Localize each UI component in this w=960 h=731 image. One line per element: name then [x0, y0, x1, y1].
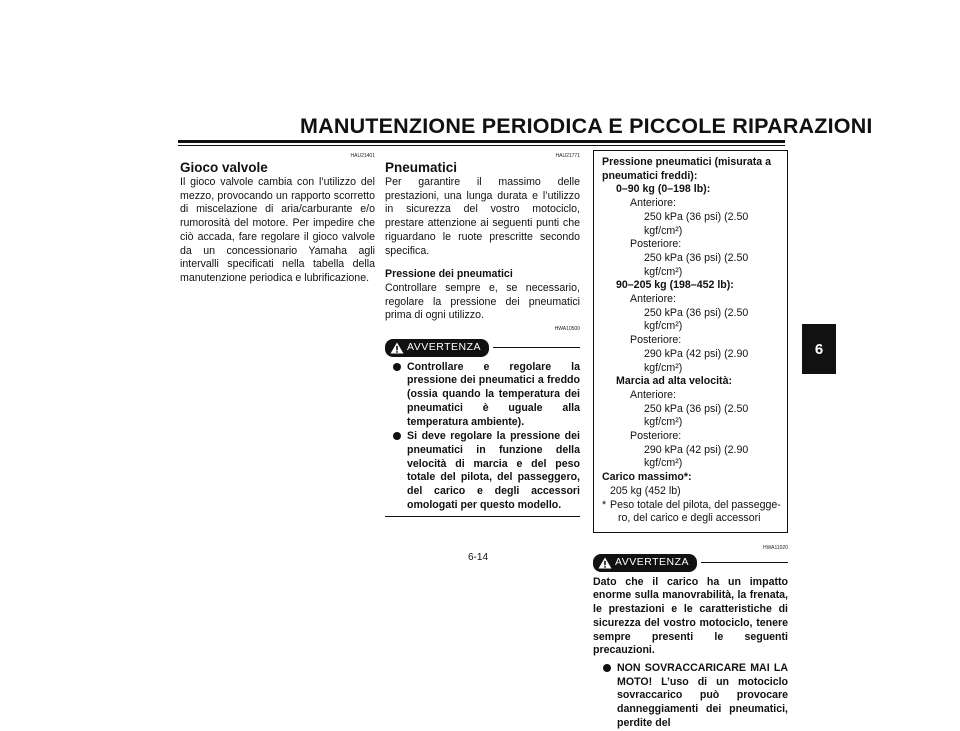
- warning-label: AVVERTENZA: [407, 341, 482, 354]
- reference-code: HAU21401: [350, 153, 375, 159]
- load-range: 0–90 kg (0–198 lb):: [616, 183, 711, 196]
- column-valve-clearance: [180, 150, 375, 286]
- list-item: NON SOVRACCARICARE MAI LA MOTO! L’uso di un motociclo sovraccarico può provocare danneggiamenti dei pneumatici, perdite del: [593, 662, 788, 731]
- footnote-line: Peso totale del pilota, del passegge-: [610, 498, 781, 511]
- warning-rule: [493, 347, 580, 348]
- bullet-icon: [393, 363, 401, 371]
- page-title: MANUTENZIONE PERIODICA E PICCOLE RIPARAZIONI: [300, 114, 873, 138]
- footnote: [602, 499, 781, 526]
- bullet-icon: [603, 664, 611, 672]
- warning-end-rule: [385, 516, 580, 517]
- title-rule: [178, 140, 785, 143]
- max-load-label: Carico massimo*:: [602, 471, 692, 484]
- chapter-tab: 6: [802, 324, 836, 374]
- sub-heading: Pressione dei pneumatici: [385, 268, 513, 281]
- reference-code: HAU21771: [555, 153, 580, 159]
- warning-list: [593, 662, 788, 731]
- spec-value: 250 kPa (36 psi) (2.50 kgf/cm²): [644, 402, 749, 429]
- warning-rule: [701, 562, 788, 563]
- section-heading: Pneumatici: [385, 160, 458, 175]
- paragraph: Per garantire il massimo delle prestazioni, una lunga durata e l’utilizzo in sicurezza del vostro motociclo, prestare attenzione ai seguenti punti che riguardano le ruote prescritte secondo specifica.: [385, 176, 580, 257]
- warning-badge: [385, 339, 489, 357]
- warning-text: Dato che il carico ha un impatto enorme sulla manovrabilità, la frenata, le prestazioni e le caratteristiche di sicurezza del vostro motociclo, tenere sempre presenti le seguenti precauzioni.: [593, 575, 788, 657]
- spec-label: Anteriore:: [630, 293, 676, 306]
- warning-list: [385, 361, 580, 513]
- warning-triangle-icon: [598, 557, 612, 569]
- tyre-pressure-spec-box: [593, 150, 788, 533]
- footnote-mark: *: [602, 498, 607, 511]
- warning-triangle-icon: [390, 342, 404, 354]
- spec-value: 250 kPa (36 psi) (2.50 kgf/cm²): [644, 251, 749, 278]
- list-item: Controllare e regolare la pressione dei pneumatici a freddo (ossia quando la temperatura dei pneumatici è uguale alla temperatura ambiente).: [385, 361, 580, 430]
- paragraph: Il gioco valvole cambia con l’utilizzo del mezzo, provocando un rapporto scorretto di miscelazione di aria/carburante e/o rumorosità del motore. Per impedire che ciò accada, fare regolare il gioco valvole da un concessionario Yamaha agli intervalli specificati nella tabella della manutenzione periodica e lubrificazione.: [180, 176, 375, 284]
- spec-label: Posteriore:: [630, 334, 682, 347]
- warning-code: HWA10500: [554, 326, 580, 333]
- bullet-icon: [393, 432, 401, 440]
- warning-label: AVVERTENZA: [615, 555, 690, 568]
- footnote-line: ro, del carico e degli accessori: [618, 512, 761, 525]
- spec-value: 250 kPa (36 psi) (2.50 kgf/cm²): [644, 210, 749, 237]
- section-heading: Gioco valvole: [180, 160, 268, 175]
- page-number: 6-14: [468, 552, 489, 563]
- column-specs: [593, 150, 788, 731]
- warning-badge: [593, 554, 697, 572]
- spec-value: 290 kPa (42 psi) (2.90 kgf/cm²): [644, 347, 749, 374]
- paragraph: Controllare sempre e, se necessario, regolare la pressione dei pneumatici prima di ogni utilizzo.: [385, 281, 580, 322]
- spec-value: 290 kPa (42 psi) (2.90 kgf/cm²): [644, 443, 749, 470]
- spec-label: Posteriore:: [630, 238, 682, 251]
- title-rule-thin: [178, 145, 785, 146]
- load-range: Marcia ad alta velocità:: [616, 375, 732, 388]
- warning-code: HWA11020: [762, 544, 788, 551]
- column-tyres: [385, 150, 580, 517]
- warning-header: [593, 554, 788, 572]
- spec-label: Anteriore:: [630, 388, 676, 401]
- spec-label: Posteriore:: [630, 430, 682, 443]
- list-item: Si deve regolare la pressione dei pneumatici in funzione della velocità di marcia e del peso totale del pilota, del passeggero, del carico e degli accessori omologati per questo modello.: [385, 430, 580, 512]
- load-range: 90–205 kg (198–452 lb):: [616, 279, 734, 292]
- warning-header: [385, 339, 580, 357]
- spec-label: Anteriore:: [630, 197, 676, 210]
- max-load-value: 205 kg (452 lb): [610, 484, 681, 497]
- spec-title: Pressione pneumatici (misurata a pneumatici freddi):: [602, 156, 771, 182]
- spec-value: 250 kPa (36 psi) (2.50 kgf/cm²): [644, 306, 749, 333]
